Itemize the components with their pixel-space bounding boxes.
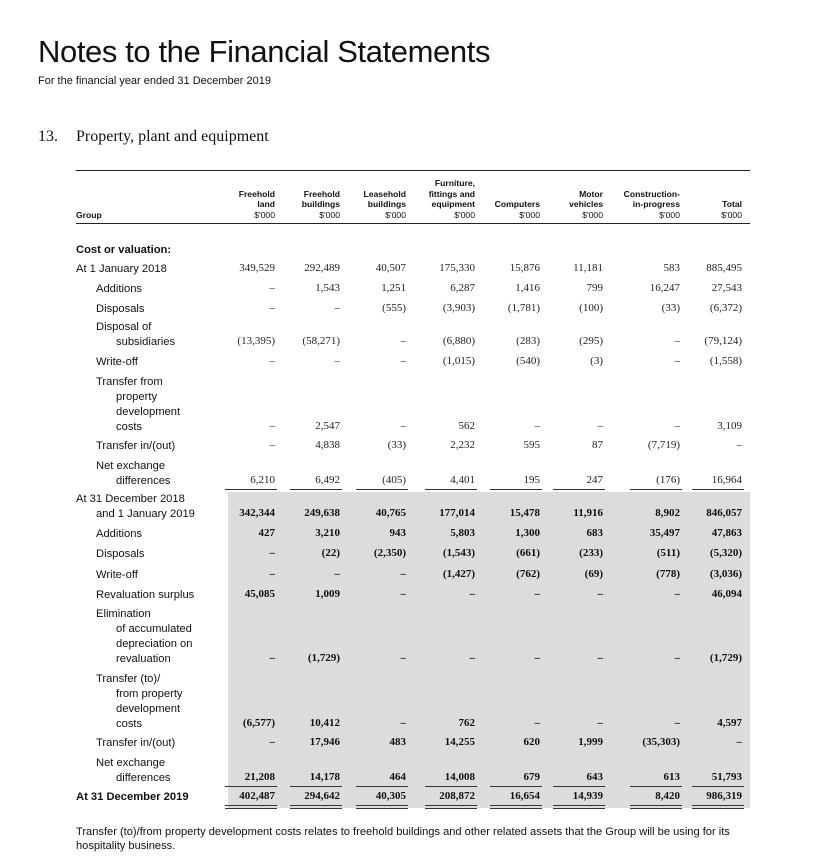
table-cell: (33) [387,439,406,451]
row-label-line: Write-off [96,569,138,581]
cell-underline [425,489,477,490]
row-label-line: depreciation on [116,638,193,650]
cell-underline [425,805,477,806]
table-cell: 986,319 [706,790,742,802]
table-cell: – [269,652,275,664]
row-label [76,262,167,277]
table-cell: (511) [656,547,680,559]
table-header-rule [76,223,750,224]
cell-underline [225,786,277,787]
table-cell: (79,124) [704,335,742,347]
table-cell: (1,543) [442,547,475,559]
table-cell: 6,210 [250,474,275,486]
table-cell: – [400,420,406,432]
cell-double-underline [553,808,605,809]
table-cell: – [674,420,680,432]
table-cell: 342,344 [239,507,275,519]
table-cell: 483 [389,736,406,748]
table-cell: – [674,588,680,600]
cell-underline [425,786,477,787]
table-cell: (1,781) [507,302,540,314]
row-label-line: Elimination [96,608,151,620]
table-cell: 1,543 [315,282,340,294]
row-label-line: differences [116,772,171,784]
row-label-line: development [116,406,181,418]
table-cell: 14,178 [309,771,340,783]
table-cell: 40,507 [375,262,406,274]
table-cell: (2,350) [373,547,406,559]
row-label [76,355,138,370]
row-label-line: Disposals [96,303,145,315]
column-unit: $'000 [582,209,603,220]
cell-double-underline [630,808,682,809]
row-label-line: Write-off [96,356,138,368]
group-label: Group [76,210,102,220]
row-label-line: Additions [96,528,143,540]
row-label-line: Cost or valuation: [76,244,172,256]
column-unit: $'000 [254,209,275,220]
cell-underline [290,786,342,787]
row-label-line: Revaluation surplus [96,589,195,601]
table-cell: 1,009 [315,588,340,600]
table-cell: – [534,588,540,600]
table-cell: 87 [592,439,603,451]
table-cell: – [469,652,475,664]
table-cell: (405) [382,474,406,486]
table-cell: 799 [586,282,603,294]
cell-double-underline [490,808,542,809]
cell-underline [553,786,605,787]
table-cell: 4,597 [717,717,742,729]
table-cell: 45,085 [244,588,275,600]
table-cell: 195 [523,474,540,486]
column-header-line: vehicles [569,199,603,209]
row-label [76,439,175,454]
table-cell: 1,251 [381,282,406,294]
cell-double-underline [425,808,477,809]
table-cell: 762 [458,717,475,729]
cell-underline [490,489,542,490]
table-cell: (100) [579,302,603,314]
row-label [76,320,175,350]
table-cell: (33) [661,302,680,314]
row-label-line: Transfer in/(out) [96,440,176,452]
table-cell: 2,232 [450,439,475,451]
row-label-line: costs [116,718,143,730]
table-cell: – [597,717,603,729]
column-header [523,189,603,221]
row-label [76,607,193,667]
table-cell: 613 [663,771,680,783]
row-label-line: Transfer in/(out) [96,737,176,749]
row-label-line: and 1 January 2019 [96,508,195,520]
table-cell: – [269,736,275,748]
column-header-line: Furniture, [434,178,475,188]
row-label [76,547,145,562]
table-cell: (1,729) [709,652,742,664]
table-cell: 249,638 [304,507,340,519]
cell-underline [630,805,682,806]
row-label [76,672,183,732]
table-cell: (1,558) [709,355,742,367]
row-label-line: Transfer from [96,376,163,388]
cell-underline [290,805,342,806]
row-label-line: Additions [96,283,143,295]
table-cell: – [534,420,540,432]
cell-underline [356,489,408,490]
table-cell: 1,999 [578,736,603,748]
row-label-line: At 31 December 2019 [76,791,189,803]
cell-underline [553,805,605,806]
table-cell: – [674,717,680,729]
table-cell: 595 [523,439,540,451]
row-label [76,527,142,542]
row-label-line: of accumulated [116,623,192,635]
column-unit: $'000 [319,209,340,220]
table-cell: 292,489 [304,262,340,274]
table-cell: 464 [389,771,406,783]
table-cell: 643 [586,771,603,783]
table-cell: 1,416 [515,282,540,294]
table-cell: (1,015) [442,355,475,367]
column-unit: $'000 [659,209,680,220]
table-cell: (778) [656,568,680,580]
table-cell: 6,287 [450,282,475,294]
table-cell: (295) [579,335,603,347]
cell-underline [356,786,408,787]
table-cell: – [469,588,475,600]
row-label [76,243,171,258]
row-label-line: revaluation [116,653,171,665]
row-label [76,736,175,751]
table-cell: – [400,568,406,580]
table-cell: 47,863 [711,527,742,539]
table-cell: 16,964 [711,474,742,486]
row-label-line: property [116,391,158,403]
table-cell: 177,014 [439,507,475,519]
table-cell: 11,181 [573,262,603,274]
cell-underline [692,489,744,490]
table-cell: – [269,420,275,432]
table-cell: – [269,568,275,580]
row-label [76,790,189,805]
column-unit: $'000 [721,209,742,220]
page-subtitle: For the financial year ended 31 December 2019 [38,75,271,87]
table-cell: 679 [523,771,540,783]
table-cell: 6,492 [315,474,340,486]
column-header [662,199,742,220]
table-cell: 4,838 [315,439,340,451]
table-cell: (58,271) [302,335,340,347]
table-cell: – [400,588,406,600]
column-header-line: equipment [431,199,475,209]
table-cell: – [269,547,275,559]
table-cell: – [597,420,603,432]
table-cell: 4,401 [450,474,475,486]
table-cell: – [400,652,406,664]
column-unit: $'000 [385,209,406,220]
table-cell: 427 [258,527,275,539]
table-cell: – [400,355,406,367]
cell-underline [490,805,542,806]
table-cell: – [534,652,540,664]
table-cell: 10,412 [309,717,340,729]
table-cell: – [334,355,340,367]
column-header-line: fittings and [428,188,475,199]
table-cell: – [269,282,275,294]
row-label [76,302,145,317]
table-cell: – [736,439,742,451]
table-cell: – [269,302,275,314]
row-label-line: differences [116,475,171,487]
table-cell: 8,420 [655,790,680,802]
table-cell: 1,300 [515,527,540,539]
table-cell: – [269,355,275,367]
cell-underline [225,489,277,490]
table-cell: 15,478 [509,507,540,519]
column-header [326,189,406,221]
table-cell: – [597,588,603,600]
table-cell: (69) [584,568,603,580]
table-cell: (1,729) [307,652,340,664]
table-cell: 14,939 [572,790,603,802]
table-cell: – [334,302,340,314]
cell-underline [692,786,744,787]
row-label-line: development [116,703,181,715]
table-cell: 562 [458,420,475,432]
table-cell: (3) [590,355,603,367]
cell-underline [490,786,542,787]
table-cell: (6,372) [709,302,742,314]
row-label [76,492,195,522]
cell-double-underline [692,808,744,809]
row-label-line: Disposals [96,548,145,560]
table-cell: 5,803 [450,527,475,539]
row-label-line: Disposal of [96,321,152,333]
table-cell: 17,946 [309,736,340,748]
table-cell: (5,320) [709,547,742,559]
table-cell: 583 [663,262,680,274]
table-cell: 2,547 [315,420,340,432]
table-cell: – [534,717,540,729]
row-label-line: Transfer (to)/ [96,673,161,685]
table-cell: 40,765 [375,507,406,519]
table-cell: (176) [656,474,680,486]
note-title: Property, plant and equipment [76,128,269,145]
table-cell: 14,255 [444,736,475,748]
row-label [76,756,171,786]
column-header-line: Construction- [623,188,680,199]
table-cell: 3,210 [315,527,340,539]
table-cell: 3,109 [717,420,742,432]
table-cell: 247 [586,474,603,486]
table-cell: 349,529 [239,262,275,274]
table-cell: 943 [389,527,406,539]
column-unit: $'000 [519,209,540,220]
row-label [76,568,138,583]
table-cell: 16,654 [509,790,540,802]
row-label [76,282,142,297]
table-cell: 402,487 [239,790,275,802]
table-cell: 16,247 [649,282,680,294]
table-cell: 846,057 [706,507,742,519]
table-cell: (7,719) [647,439,680,451]
row-label-line: subsidiaries [116,336,176,348]
table-cell: – [334,568,340,580]
table-cell: (555) [382,302,406,314]
table-cell: – [674,355,680,367]
table-cell: 14,008 [444,771,475,783]
table-cell: 21,208 [244,771,275,783]
table-top-rule [76,170,750,171]
current-year-shading [228,492,750,808]
row-label [76,375,180,435]
column-header-line: buildings [367,199,406,209]
row-label [76,588,194,603]
table-cell: (762) [516,568,540,580]
table-cell: (22) [321,547,340,559]
table-cell: (661) [516,547,540,559]
table-cell: 15,876 [509,262,540,274]
cell-double-underline [290,808,342,809]
table-cell: 620 [523,736,540,748]
cell-double-underline [356,808,408,809]
table-cell: 40,305 [375,790,406,802]
table-cell: – [597,652,603,664]
row-label-line: from property [116,688,183,700]
table-cell: (6,880) [442,335,475,347]
row-label [76,459,171,489]
table-cell: 294,642 [304,790,340,802]
table-cell: (13,395) [237,335,275,347]
table-cell: (3,903) [442,302,475,314]
table-cell: 8,902 [655,507,680,519]
footnote: Transfer (to)/from property development costs relates to freehold buildings and other related assets that the Group will be using for its hospitality business. [76,826,730,852]
table-cell: 11,916 [573,507,603,519]
row-label-line: costs [116,421,143,433]
cell-underline [290,489,342,490]
page-title: Notes to the Financial Statements [38,34,491,69]
table-cell: (540) [516,355,540,367]
cell-underline [356,805,408,806]
table-cell: (6,577) [242,717,275,729]
column-header-line: in-progress [632,199,680,209]
cell-underline [225,805,277,806]
row-label-line: At 1 January 2018 [76,263,167,275]
table-cell: 51,793 [711,771,742,783]
table-cell: 683 [586,527,603,539]
column-header-line: Computers [494,199,540,209]
table-cell: – [400,717,406,729]
table-cell: (283) [516,335,540,347]
row-label-line: At 31 December 2018 [76,493,185,505]
column-header-line: land [257,199,275,209]
cell-underline [630,489,682,490]
note-number: 13. [38,128,58,145]
column-header-line: Total [722,199,742,209]
table-cell: (3,036) [709,568,742,580]
table-cell: (233) [579,547,603,559]
row-label-line: Net exchange [96,757,166,769]
table-cell: 885,495 [706,262,742,274]
column-header-line: Freehold [238,188,275,199]
cell-underline [692,805,744,806]
cell-double-underline [225,808,277,809]
table-cell: 175,330 [439,262,475,274]
row-label-line: Net exchange [96,460,166,472]
column-header-line: Motor [579,188,603,199]
table-cell: 35,497 [649,527,680,539]
cell-underline [630,786,682,787]
column-header-line: buildings [301,199,340,209]
cell-underline [553,489,605,490]
column-unit: $'000 [454,209,475,220]
table-cell: 208,872 [439,790,475,802]
table-cell: – [674,652,680,664]
column-header-line: Leasehold [363,188,406,199]
table-cell: – [736,736,742,748]
table-cell: (35,303) [642,736,680,748]
table-cell: – [674,335,680,347]
table-cell: – [400,335,406,347]
column-header-line: Freehold [303,188,340,199]
table-cell: 46,094 [711,588,742,600]
table-cell: 27,543 [711,282,742,294]
table-cell: – [269,439,275,451]
table-cell: (1,427) [442,568,475,580]
